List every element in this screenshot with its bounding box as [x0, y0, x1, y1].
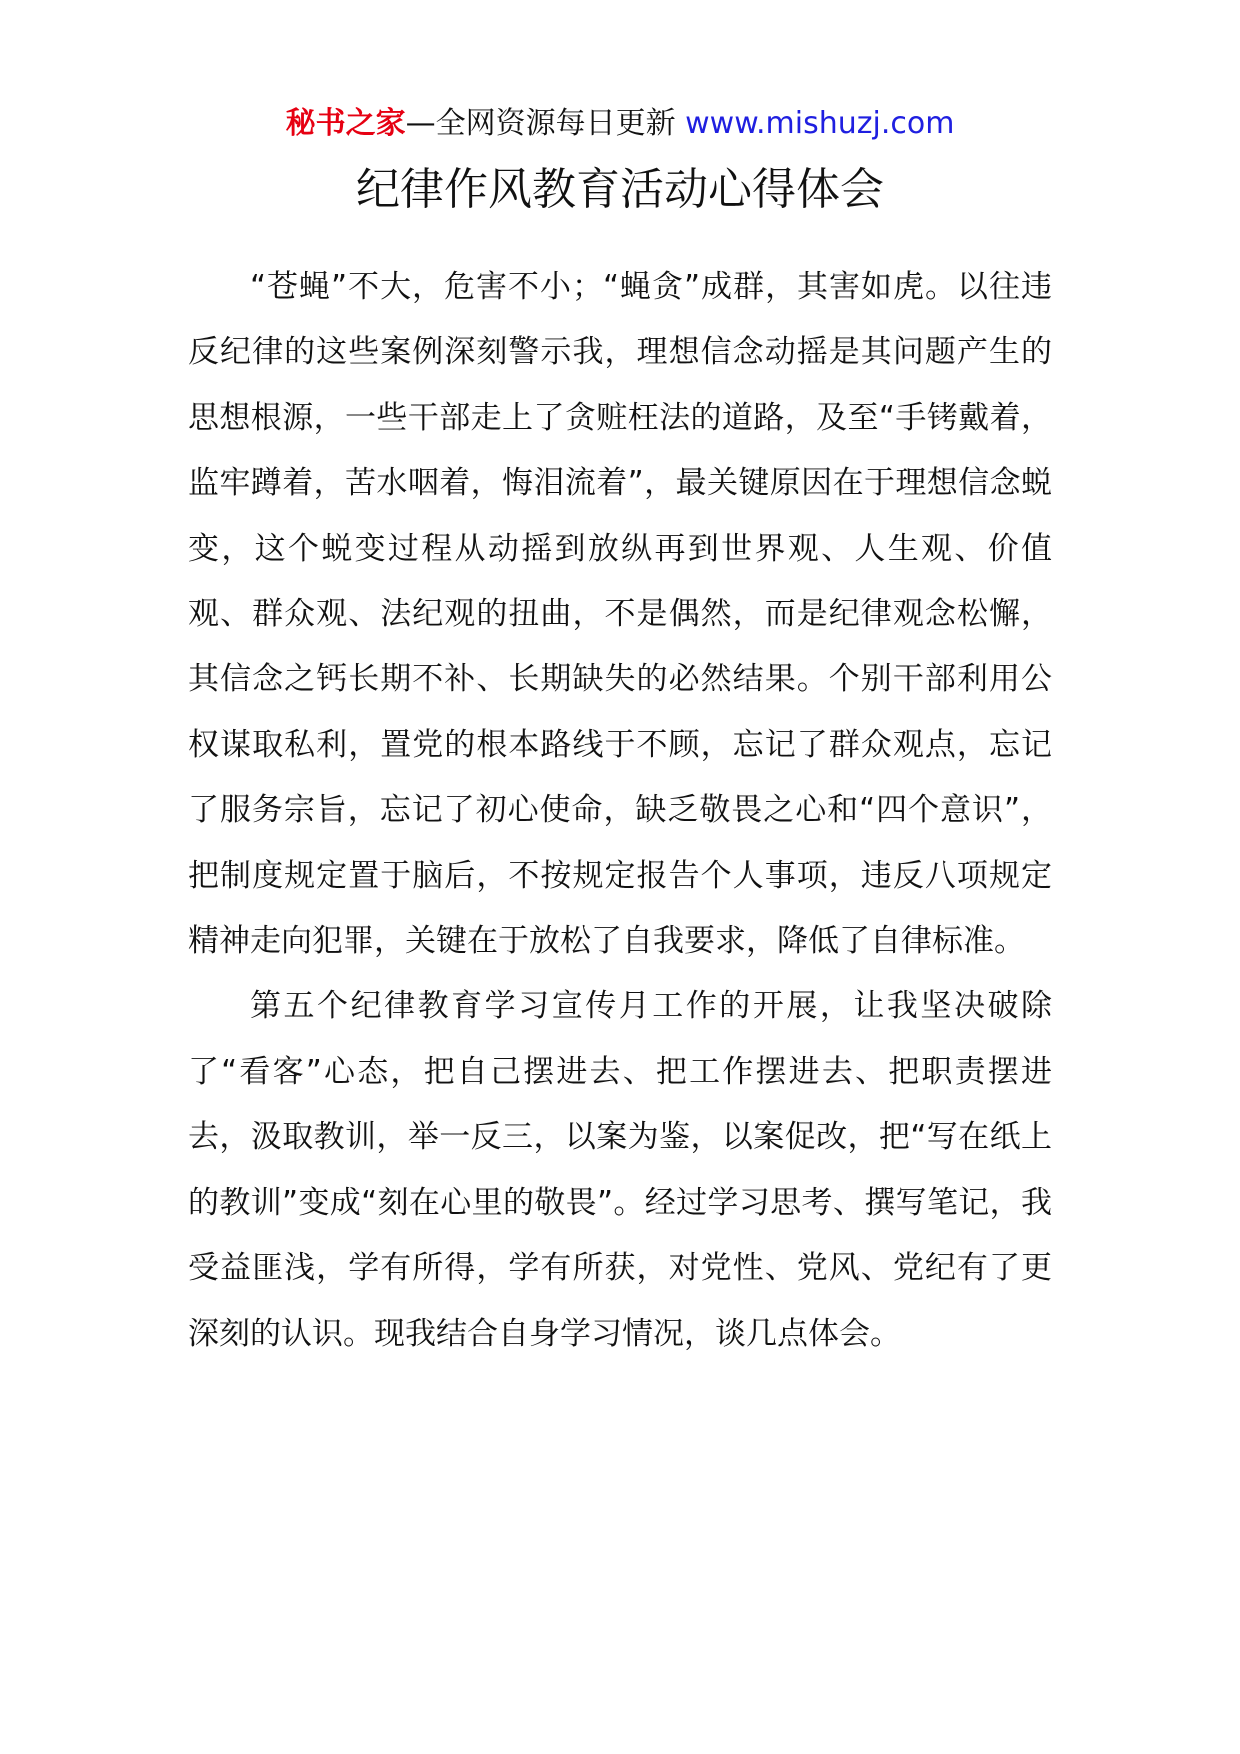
site-header: [0, 104, 1240, 144]
document-title: 纪律作风教育活动心得体会: [356, 164, 884, 215]
paragraph-2: 第五个纪律教育学习宣传月工作的开展，让我坚决破除了“看客”心态，把自己摆进去、把工作摆进去、把职责摆进去，汲取教训，举一反三，以案为鉴，以案促改，把“写在纸上的教训”变成“刻在心里的敬畏”。经过学习思考、撰写笔记，我受益匪浅，学有所得，学有所获，对党性、党风、党纪有了更深刻的认识。现我结合自身学习情况，谈几点体会。: [188, 988, 1052, 1352]
paragraph-1: “苍蝇”不大，危害不小；“蝇贪”成群，其害如虎。以往违反纪律的这些案例深刻警示我，理想信念动摇是其问题产生的思想根源，一些干部走上了贪赃枉法的道路，及至“手铐戴着，监牢蹲着，苦水咽着，悔泪流着”，最关键原因在于理想信念蜕变，这个蜕变过程从动摇到放纵再到世界观、人生观、价值观、群众观、法纪观的扭曲，不是偶然，而是纪律观念松懈，其信念之钙长期不补、长期缺失的必然结果。个别干部利用公权谋取私利，置党的根本路线于不顾，忘记了群众观点，忘记了服务宗旨，忘记了初心使命，缺乏敬畏之心和“四个意识”，把制度规定置于脑后，不按规定报告个人事项，违反八项规定精神走向犯罪，关键在于放松了自我要求，降低了自律标准。: [188, 269, 1052, 960]
header-slogan: —全网资源每日更新: [405, 106, 686, 141]
site-url-link[interactable]: www.mishuzj.com: [685, 106, 955, 141]
document-body: [188, 255, 1052, 1367]
brand-name: 秘书之家: [285, 106, 406, 141]
